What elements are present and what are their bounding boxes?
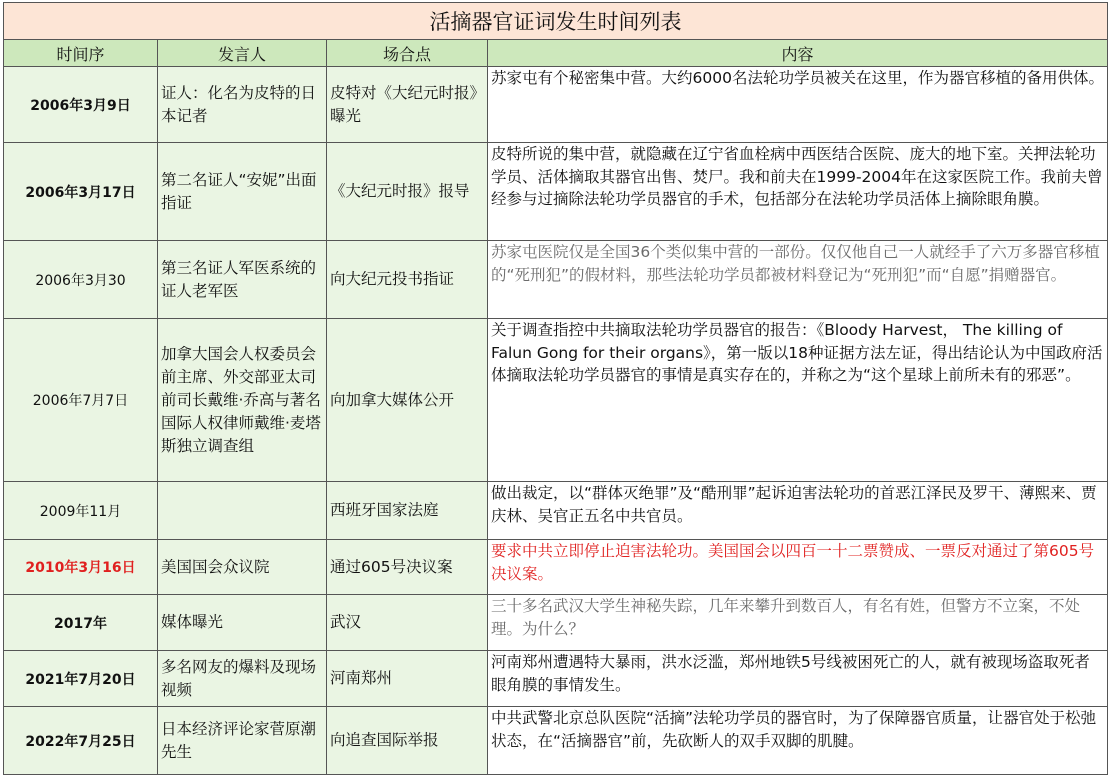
testimony-table — [3, 2, 1108, 775]
venue-cell: 武汉 — [327, 595, 488, 651]
venue-cell: 向大纪元投书指证 — [327, 241, 488, 319]
speaker-cell: 多名网友的爆料及现场视频 — [158, 651, 327, 707]
date-cell: 2009年11月 — [4, 482, 158, 540]
speaker-cell: 日本经济评论家菅原潮先生 — [158, 707, 327, 775]
content-cell: 要求中共立即停止迫害法轮功。美国国会以四百一十二票赞成、一票反对通过了第605号决议案。 — [488, 540, 1108, 595]
content-cell: 河南郑州遭遇特大暴雨，洪水泛滥，郑州地铁5号线被困死亡的人，就有被现场盗取死者眼角膜的事情发生。 — [488, 651, 1108, 707]
speaker-cell: 证人：化名为皮特的日本记者 — [158, 67, 327, 143]
venue-cell: 河南郑州 — [327, 651, 488, 707]
table-row — [4, 540, 1108, 595]
date-cell: 2006年3月30 — [4, 241, 158, 319]
date-cell: 2022年7月25日 — [4, 707, 158, 775]
date-cell: 2017年 — [4, 595, 158, 651]
table-title: 活摘器官证词发生时间列表 — [4, 3, 1108, 40]
table-row — [4, 707, 1108, 775]
content-cell: 做出裁定，以“群体灭绝罪”及“酷刑罪”起诉迫害法轮功的首恶江泽民及罗干、薄熙来、贾庆林、吴官正五名中共官员。 — [488, 482, 1108, 540]
speaker-cell: 美国国会众议院 — [158, 540, 327, 595]
table-row — [4, 651, 1108, 707]
table-row — [4, 67, 1108, 143]
content-cell: 关于调查指控中共摘取法轮功学员器官的报告：《Bloody Harvest， The killing of Falun Gong for their organs》，第一版以18种证据方法左证，得出结论认为中国政府活体摘取法轮功学员器官的事情是真实存在的，并称之为“这个星球上前所未有的邪恶”。 — [488, 319, 1108, 482]
table-row — [4, 482, 1108, 540]
date-cell: 2006年3月9日 — [4, 67, 158, 143]
header-time: 时间序 — [4, 40, 158, 67]
content-cell: 中共武警北京总队医院“活摘”法轮功学员的器官时，为了保障器官质量，让器官处于松弛状态，在“活摘器官”前，先砍断人的双手双脚的肌腱。 — [488, 707, 1108, 775]
venue-cell: 西班牙国家法庭 — [327, 482, 488, 540]
date-cell: 2010年3月16日 — [4, 540, 158, 595]
venue-cell: 皮特对《大纪元时报》曝光 — [327, 67, 488, 143]
table-row — [4, 241, 1108, 319]
venue-cell: 通过605号决议案 — [327, 540, 488, 595]
content-cell: 三十多名武汉大学生神秘失踪，几年来攀升到数百人，有名有姓，但警方不立案，不处理。为什么？ — [488, 595, 1108, 651]
header-row — [4, 40, 1108, 67]
table-row — [4, 319, 1108, 482]
content-cell: 苏家屯医院仅是全国36个类似集中营的一部份。仅仅他自己一人就经手了六万多器官移植的“死刑犯”的假材料，那些法轮功学员都被材料登记为“死刑犯”而“自愿”捐赠器官。 — [488, 241, 1108, 319]
title-row — [4, 3, 1108, 40]
date-cell: 2006年7月7日 — [4, 319, 158, 482]
venue-cell: 《大纪元时报》报导 — [327, 143, 488, 241]
speaker-cell: 媒体曝光 — [158, 595, 327, 651]
speaker-cell — [158, 482, 327, 540]
header-venue: 场合点 — [327, 40, 488, 67]
table-row — [4, 143, 1108, 241]
header-speaker: 发言人 — [158, 40, 327, 67]
content-cell: 苏家屯有个秘密集中营。大约6000名法轮功学员被关在这里，作为器官移植的备用供体。 — [488, 67, 1108, 143]
table-row — [4, 595, 1108, 651]
speaker-cell: 加拿大国会人权委员会前主席、外交部亚太司前司长戴维·乔高与著名国际人权律师戴维·麦塔斯独立调查组 — [158, 319, 327, 482]
venue-cell: 向加拿大媒体公开 — [327, 319, 488, 482]
date-cell: 2006年3月17日 — [4, 143, 158, 241]
speaker-cell: 第三名证人军医系统的证人老军医 — [158, 241, 327, 319]
header-content: 内容 — [488, 40, 1108, 67]
speaker-cell: 第二名证人“安妮”出面指证 — [158, 143, 327, 241]
content-cell: 皮特所说的集中营，就隐藏在辽宁省血栓病中西医结合医院、庞大的地下室。关押法轮功学员、活体摘取其器官出售、焚尸。我和前夫在1999-2004年在这家医院工作。我前夫曾经参与过摘除法轮功学员器官的手术，包括部分在法轮功学员活体上摘除眼角膜。 — [488, 143, 1108, 241]
date-cell: 2021年7月20日 — [4, 651, 158, 707]
venue-cell: 向追查国际举报 — [327, 707, 488, 775]
